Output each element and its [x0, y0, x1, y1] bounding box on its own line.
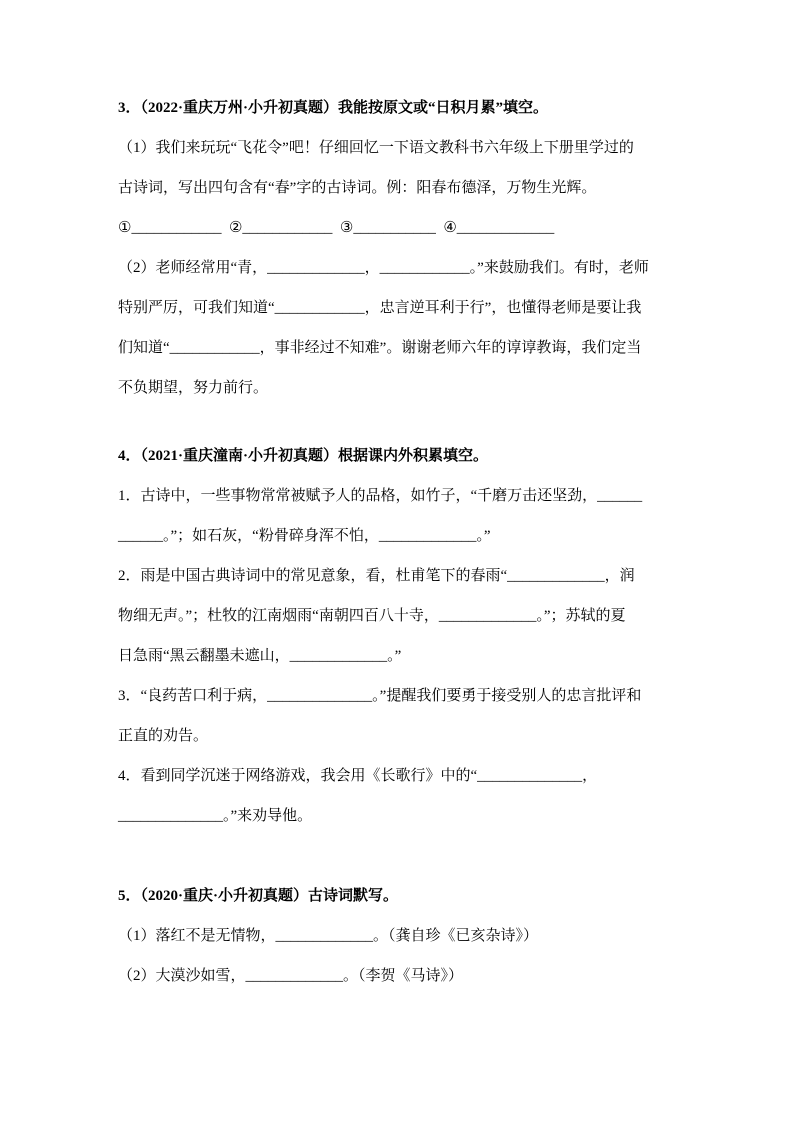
- question-5-heading: 5．（2020·重庆·小升初真题）古诗词默写。: [118, 888, 399, 904]
- question-5: [118, 876, 678, 996]
- question-4-heading: 4．（2021·重庆潼南·小升初真题）根据课内外积累填空。: [118, 448, 489, 464]
- question-3: [118, 88, 678, 408]
- text-line: 特别严厉，可我们知道“____________，忠言逆耳利于行”，也懂得老师是要让我: [118, 300, 642, 316]
- fill-blank-line: ①____________ ②____________ ③___________ ④_____________: [118, 220, 555, 236]
- text-line: （1）我们来玩玩“飞花令”吧！仔细回忆一下语文教科书六年级上下册里学过的: [118, 140, 634, 156]
- text-line: 4．看到同学沉迷于网络游戏，我会用《长歌行》中的“______________，: [118, 768, 598, 784]
- text-line: （2）大漠沙如雪，_____________。（李贺《马诗》）: [118, 968, 464, 984]
- question-4: [118, 436, 678, 836]
- text-line: 们知道“____________，事非经过不知难”。谢谢老师六年的谆谆教诲，我们定当: [118, 340, 642, 356]
- text-line: 日急雨“黑云翻墨未遮山，_____________。”: [118, 648, 402, 664]
- text-line: 古诗词，写出四句含有“春”字的古诗词。例：阳春布德泽，万物生光辉。: [118, 180, 597, 196]
- text-line: （1）落红不是无情物，_____________。（龚自珍《已亥杂诗》）: [118, 928, 539, 944]
- question-3-heading: 3．（2022·重庆万州·小升初真题）我能按原文或“日积月累”填空。: [118, 100, 549, 116]
- text-line: 不负期望，努力前行。: [118, 380, 269, 396]
- text-line: 2．雨是中国古典诗词中的常见意象，看，杜甫笔下的春雨“_____________，润: [118, 568, 635, 584]
- text-line: 正直的劝告。: [118, 728, 209, 744]
- text-line: ______。”；如石灰，“粉骨碎身浑不怕，_____________。”: [118, 528, 491, 544]
- text-line: ______________。”来劝导他。: [118, 808, 313, 824]
- text-line: （2）老师经常用“青，_____________，____________。”来鼓励我们。有时，老师: [118, 260, 649, 276]
- text-line: 1．古诗中，一些事物常常被赋予人的品格，如竹子，“千磨万击还坚劲，______: [118, 488, 643, 504]
- text-line: 3．“良药苦口利于病，______________。”提醒我们要勇于接受别人的忠言批评和: [118, 688, 642, 704]
- text-line: 物细无声。”；杜牧的江南烟雨“南朝四百八十寺，_____________。”；苏轼的夏: [118, 608, 626, 624]
